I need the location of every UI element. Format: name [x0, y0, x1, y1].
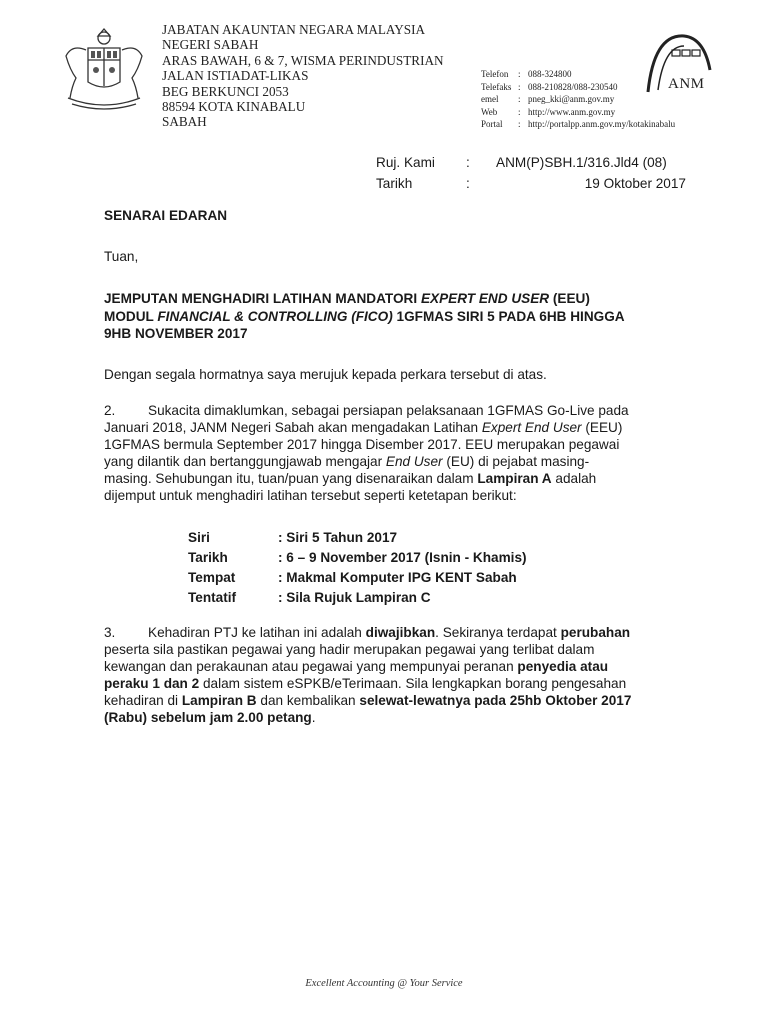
para-text: .: [311, 710, 316, 725]
contact-label: Web: [481, 106, 498, 117]
tarikh-colon: :: [466, 176, 470, 191]
detail-label: Tempat: [188, 570, 236, 585]
para-text: Kehadiran PTJ ke latihan ini adalah: [148, 625, 366, 640]
detail-value: : Siri 5 Tahun 2017: [278, 530, 398, 545]
title-part: 9HB NOVEMBER 2017: [104, 326, 248, 341]
detail-row: [188, 548, 527, 568]
reference-block: [376, 152, 686, 194]
opening-paragraph: Dengan segala hormatnya saya merujuk kepada perkara tersebut di atas.: [104, 367, 547, 382]
detail-label: Tentatif: [188, 590, 237, 605]
contact-label: Telefaks: [481, 81, 512, 92]
contact-sep: :: [518, 81, 521, 92]
training-details: [188, 528, 527, 608]
org-line: JABATAN AKAUNTAN NEGARA MALAYSIA: [162, 22, 425, 37]
letter-title: [104, 290, 625, 343]
para-text: Sukacita dimaklumkan, sebagai persiapan pelaksanaan 1GFMAS Go-Live pada: [148, 403, 629, 418]
contact-value: http://portalpp.anm.gov.my/kotakinabalu: [528, 119, 676, 130]
para-text: Expert End User: [481, 420, 582, 435]
contact-sep: :: [518, 69, 521, 79]
detail-value: : Makmal Komputer IPG KENT Sabah: [278, 570, 517, 585]
paragraph-number: 3.: [104, 625, 116, 640]
para-text: . Sekiranya terdapat: [435, 625, 561, 640]
contact-row: [481, 106, 675, 119]
contact-value: 088-324800: [528, 69, 572, 79]
para-text: Januari 2018, JANM Negeri Sabah akan mengadakan Latihan: [104, 420, 482, 435]
para-text: Lampiran B: [181, 693, 257, 708]
title-part: JEMPUTAN MENGHADIRI LATIHAN MANDATORI: [104, 291, 421, 306]
tarikh-label: Tarikh: [376, 176, 413, 191]
para-text: penyedia atau: [517, 659, 609, 674]
detail-row: [188, 568, 527, 588]
org-address: [162, 22, 444, 130]
para-text: End User: [385, 454, 443, 469]
title-part: EXPERT END USER: [420, 291, 550, 306]
contact-label: Telefon: [481, 69, 509, 79]
footer-tagline: Excellent Accounting @ Your Service: [305, 978, 463, 989]
ruj-colon: :: [466, 155, 470, 170]
title-part: MODUL: [104, 308, 158, 324]
contact-row: [481, 118, 675, 131]
ruj-label: Ruj. Kami: [376, 155, 435, 170]
detail-row: [188, 528, 527, 548]
para-text: kewangan dan perakaunan atau pegawai yang mempunyai peranan: [104, 659, 518, 674]
para-text: perubahan: [560, 625, 631, 640]
date-row: [376, 173, 686, 194]
detail-label: Siri: [188, 530, 210, 545]
recipient: SENARAI EDARAN: [104, 208, 228, 223]
malaysia-coat-of-arms-icon: [58, 26, 150, 112]
para-text: diwajibkan: [365, 625, 436, 640]
para-text: peserta sila pastikan pegawai yang hadir merupakan pegawai yang terlibat dalam: [104, 642, 595, 657]
para-text: dan kembalikan: [256, 693, 360, 708]
para-text: Lampiran A: [477, 471, 552, 486]
contact-value: 088-210828/088-230540: [528, 81, 618, 92]
detail-value: : 6 – 9 November 2017 (Isnin - Khamis): [278, 550, 527, 565]
org-line: NEGERI SABAH: [162, 37, 259, 53]
ruj-value: ANM(P)SBH.1/316.Jld4 (08): [496, 155, 667, 170]
para-text: masing. Sehubungan itu, tuan/puan yang disenaraikan dalam: [104, 471, 478, 486]
contact-value: pneg_kki@anm.gov.my: [528, 94, 615, 105]
para-text: (EU) di pejabat masing-: [442, 454, 590, 469]
detail-value: : Sila Rujuk Lampiran C: [278, 590, 431, 605]
para-text: yang dilantik dan bertanggungjawab mengajar: [104, 454, 386, 469]
reference-row: [376, 152, 686, 173]
paragraph-2: [104, 402, 629, 504]
para-text: kehadiran di: [104, 693, 182, 708]
org-line: BEG BERKUNCI 2053: [162, 83, 289, 99]
org-line: ARAS BAWAH, 6 & 7, WISMA PERINDUSTRIAN: [162, 52, 444, 68]
contact-sep: :: [518, 106, 521, 117]
para-text: dijemput untuk menghadiri latihan tersebut seperti ketetapan berikut:: [104, 488, 517, 503]
contact-sep: :: [518, 119, 521, 130]
title-part: (EEU): [549, 291, 590, 306]
para-text: (EEU): [581, 420, 623, 435]
paragraph-3: [104, 624, 631, 726]
paragraph-number: 2.: [104, 403, 116, 418]
title-part: 1GFMAS SIRI 5 PADA 6HB HINGGA: [392, 308, 625, 324]
contact-sep: :: [518, 94, 521, 105]
org-line: 88594 KOTA KINABALU: [162, 99, 306, 115]
para-text: adalah: [551, 471, 597, 486]
para-text: dalam sistem eSPKB/eTerimaan. Sila lengkapkan borang pengesahan: [199, 676, 627, 691]
para-text: selewat-lewatnya pada 25hb Oktober 2017: [359, 693, 632, 708]
tarikh-value: 19 Oktober 2017: [584, 176, 686, 191]
contact-label: emel: [481, 94, 499, 105]
detail-label: Tarikh: [188, 550, 228, 565]
contact-value: http://www.anm.gov.my: [528, 106, 616, 117]
org-line: SABAH: [162, 114, 207, 130]
anm-logo-text: ANM: [668, 76, 705, 92]
contact-label: Portal: [481, 119, 503, 130]
para-text: (Rabu) sebelum jam 2.00 petang: [104, 710, 312, 725]
title-part: FINANCIAL & CONTROLLING (FICO): [157, 308, 393, 324]
salutation: Tuan,: [104, 249, 139, 264]
org-line: JALAN ISTIADAT-LIKAS: [162, 68, 309, 84]
para-text: peraku 1 dan 2: [104, 676, 200, 691]
detail-row: [188, 588, 527, 608]
para-text: 1GFMAS bermula September 2017 hingga Disember 2017. EEU merupakan pegawai: [104, 437, 620, 452]
